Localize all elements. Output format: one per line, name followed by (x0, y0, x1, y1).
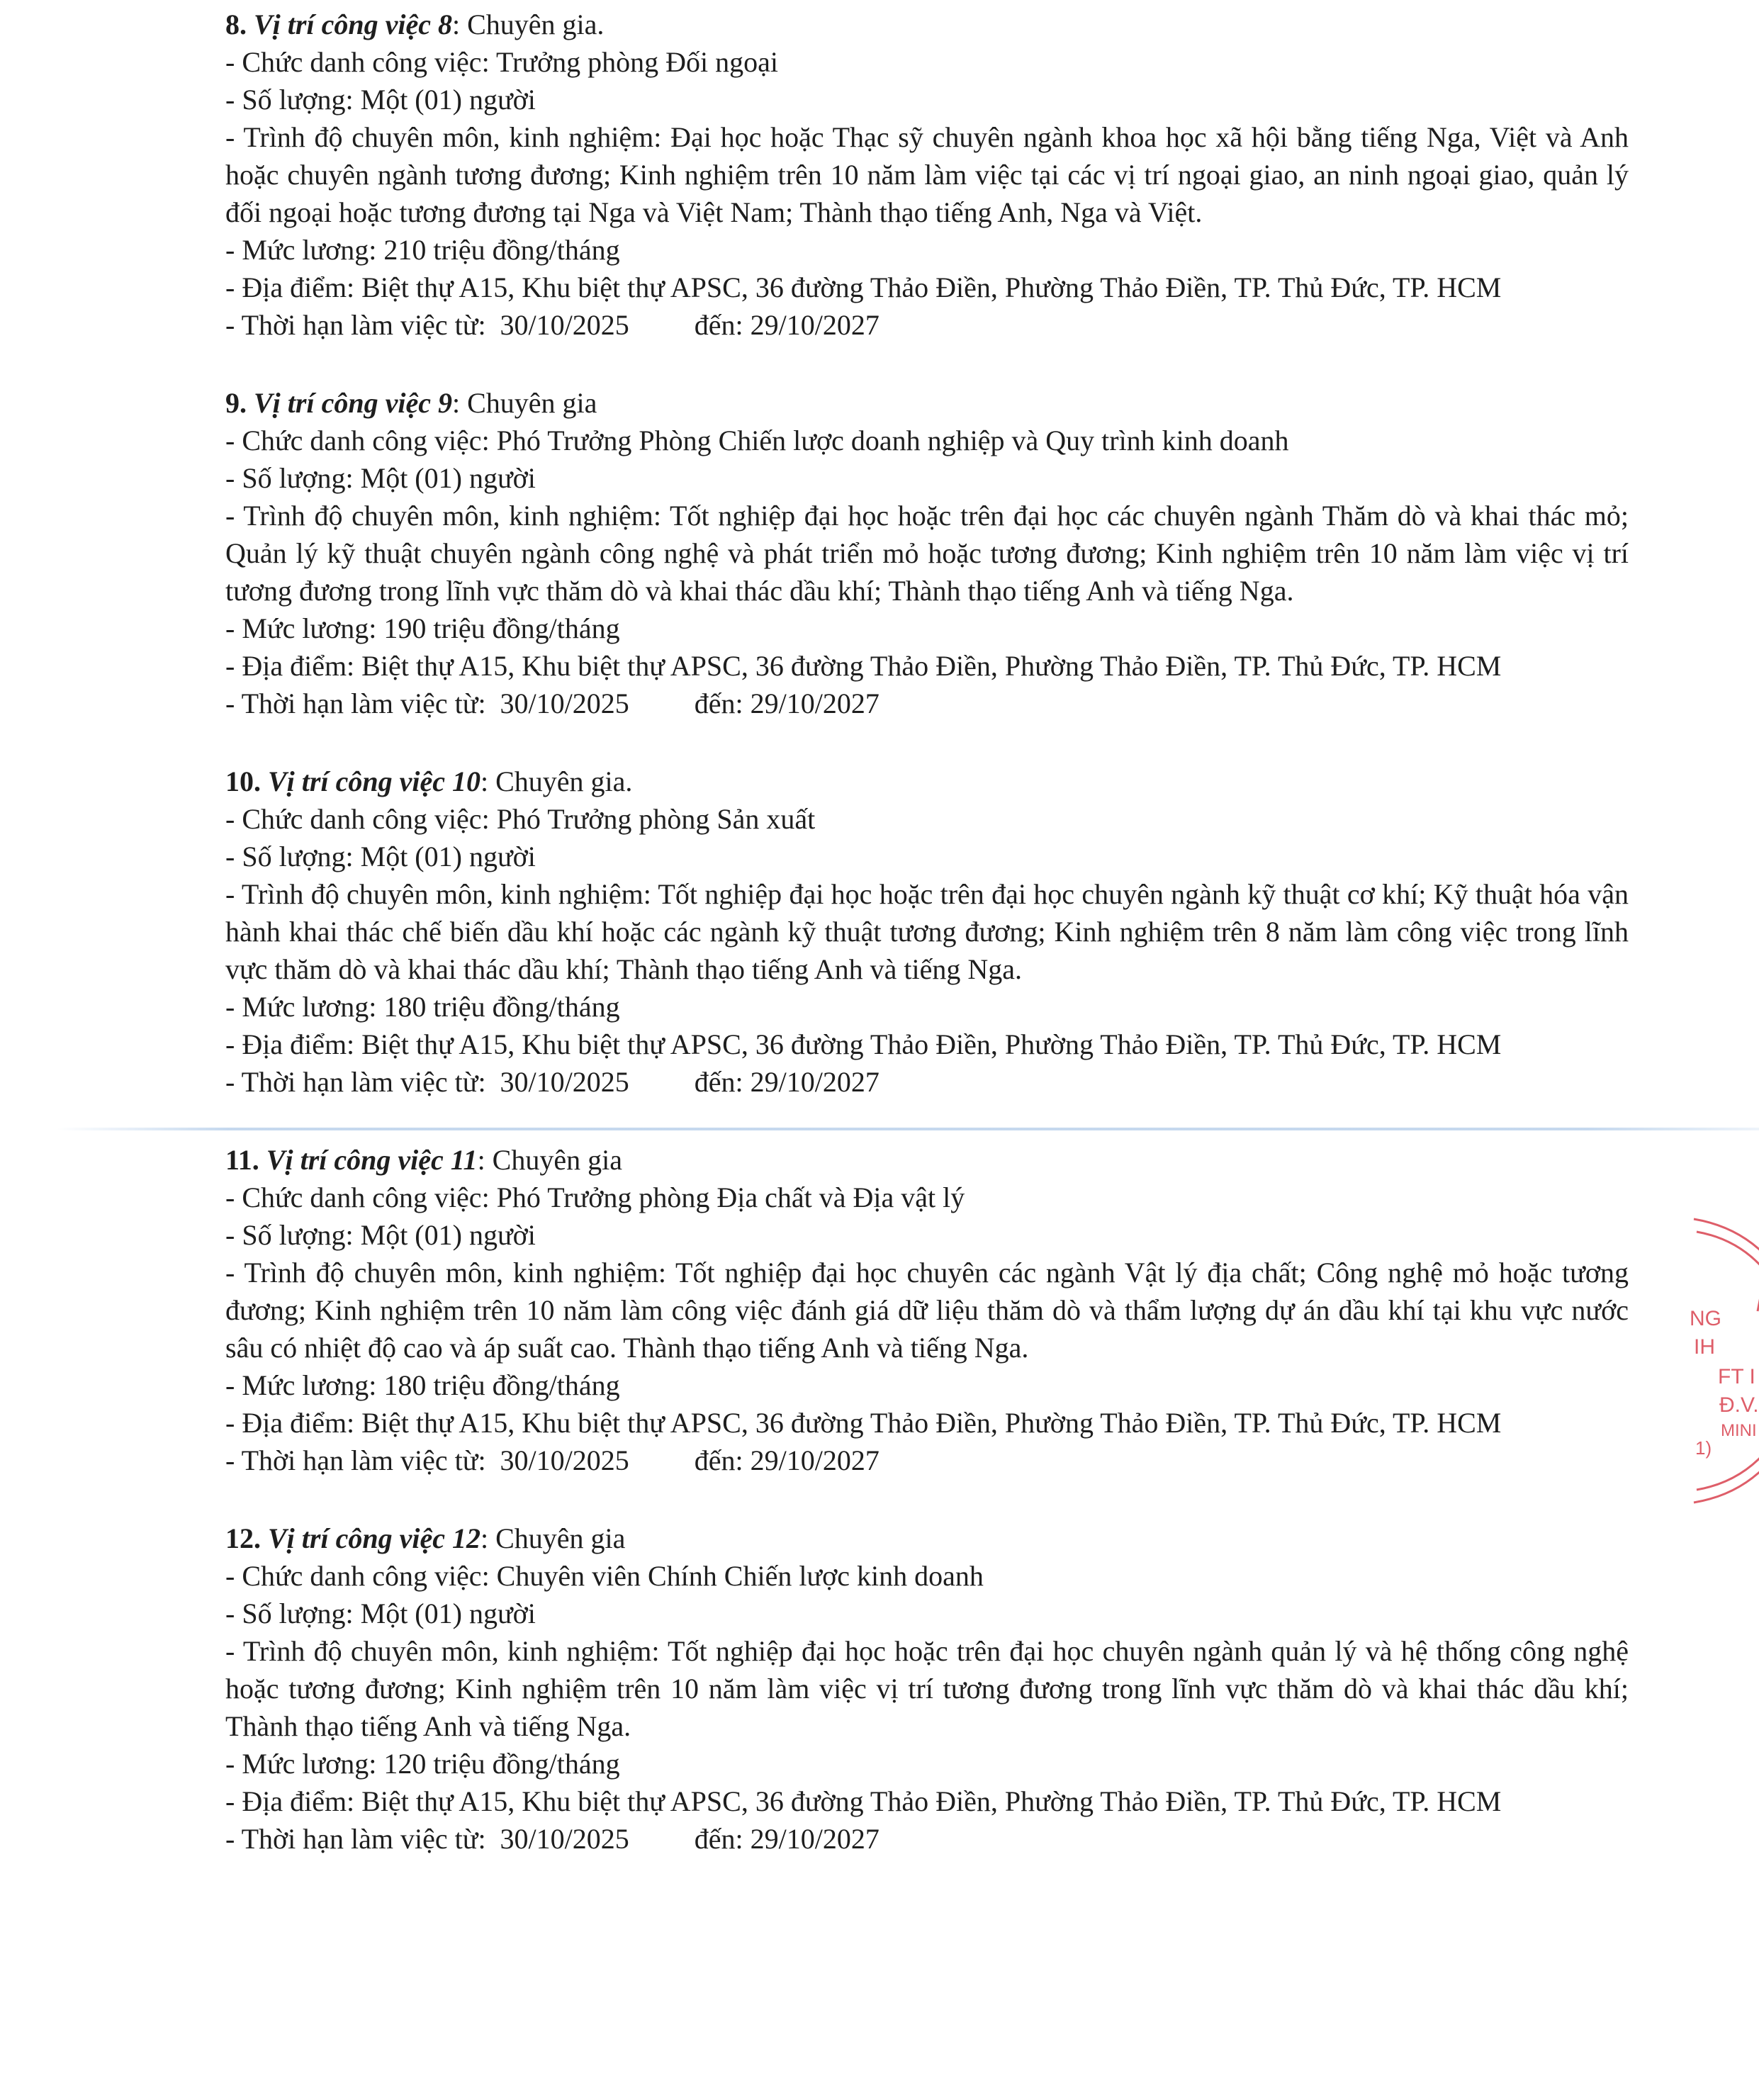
job-title: - Chức danh công việc: Phó Trưởng phòng Sản xuất (225, 803, 816, 835)
job-quantity: - Số lượng: Một (01) người (225, 841, 536, 872)
company-seal (1687, 1205, 1759, 1517)
job-term-from: - Thời hạn làm việc từ: 30/10/2025 (225, 687, 629, 719)
document-page (225, 6, 1629, 1898)
job-term-to: đến: 29/10/2027 (694, 1823, 879, 1855)
job-number: 10. (225, 765, 261, 797)
job-number: 8. (225, 9, 247, 40)
job-term-from: - Thời hạn làm việc từ: 30/10/2025 (225, 1066, 629, 1098)
job-title: - Chức danh công việc: Chuyên viên Chính Chiến lược kinh doanh (225, 1560, 984, 1592)
seal-text-2: IH (1694, 1335, 1715, 1359)
job-number: 9. (225, 387, 247, 419)
job-section-8 (225, 6, 1629, 344)
job-qualification: - Trình độ chuyên môn, kinh nghiệm: Tốt nghiệp đại học hoặc trên đại học chuyên ngành quản lý và hệ thống công nghệ hoặc tương đương; Kinh nghiệm trên 10 năm làm việc vị trí tương đương trong lĩnh vực thăm dò và khai thác dầu khí; Thành thạo tiếng Anh và tiếng Nga. (225, 1635, 1629, 1742)
job-location: - Địa điểm: Biệt thự A15, Khu biệt thự APSC, 36 đường Thảo Điền, Phường Thảo Điền, TP. Thủ Đức, TP. HCM (225, 1028, 1502, 1060)
job-salary: - Mức lương: 180 triệu đồng/tháng (225, 991, 620, 1023)
seal-ring-top-inner (1697, 1232, 1759, 1270)
job-type: : Chuyên gia (477, 1144, 622, 1176)
job-quantity: - Số lượng: Một (01) người (225, 1219, 536, 1251)
job-qualification: - Trình độ chuyên môn, kinh nghiệm: Tốt nghiệp đại học chuyên các ngành Vật lý địa chất; Công nghệ mỏ hoặc tương đương; Kinh nghiệm trên 10 năm làm công việc đánh giá dữ liệu thăm dò và thẩm lượng dự án dầu khí tại khu vực nước sâu có nhiệt độ cao và áp suất cao. Thành thạo tiếng Anh và tiếng Nga. (225, 1257, 1629, 1364)
job-type: : Chuyên gia (480, 1522, 626, 1554)
job-location: - Địa điểm: Biệt thự A15, Khu biệt thự APSC, 36 đường Thảo Điền, Phường Thảo Điền, TP. Thủ Đức, TP. HCM (225, 650, 1502, 682)
job-label: Vị trí công việc 11 (266, 1144, 478, 1176)
job-term-from: - Thời hạn làm việc từ: 30/10/2025 (225, 1823, 629, 1855)
job-salary: - Mức lương: 210 triệu đồng/tháng (225, 234, 620, 266)
job-location: - Địa điểm: Biệt thự A15, Khu biệt thự APSC, 36 đường Thảo Điền, Phường Thảo Điền, TP. Thủ Đức, TP. HCM (225, 1785, 1502, 1817)
job-heading (225, 1141, 1629, 1179)
job-label: Vị trí công việc 8 (254, 9, 452, 40)
job-salary: - Mức lương: 190 triệu đồng/tháng (225, 612, 620, 644)
job-qualification: - Trình độ chuyên môn, kinh nghiệm: Đại học hoặc Thạc sỹ chuyên ngành khoa học xã hội bằng tiếng Nga, Việt và Anh hoặc chuyên ngành tương đương; Kinh nghiệm trên 10 năm làm việc tại các vị trí ngoại giao, an ninh ngoại giao, quản lý đối ngoại hoặc tương đương tại Nga và Việt Nam; Thành thạo tiếng Anh, Nga và Việt. (225, 121, 1629, 228)
job-heading (225, 384, 1629, 422)
job-term-from: - Thời hạn làm việc từ: 30/10/2025 (225, 309, 629, 341)
job-number: 12. (225, 1522, 261, 1554)
job-quantity: - Số lượng: Một (01) người (225, 462, 536, 494)
job-number: 11. (225, 1144, 259, 1176)
job-section-9 (225, 384, 1629, 722)
job-term (225, 306, 1629, 344)
job-term-from: - Thời hạn làm việc từ: 30/10/2025 (225, 1444, 629, 1476)
job-label: Vị trí công việc 10 (268, 765, 481, 797)
seal-text-4: Đ.V. (1719, 1393, 1759, 1417)
job-section-12 (225, 1520, 1629, 1858)
job-term (225, 1820, 1629, 1858)
job-section-11 (225, 1141, 1629, 1479)
seal-ring-top (1694, 1219, 1759, 1254)
job-quantity: - Số lượng: Một (01) người (225, 84, 536, 116)
job-title: - Chức danh công việc: Phó Trưởng Phòng Chiến lược doanh nghiệp và Quy trình kinh doanh (225, 425, 1289, 456)
job-salary: - Mức lương: 180 triệu đồng/tháng (225, 1369, 620, 1401)
job-label: Vị trí công việc 9 (254, 387, 452, 419)
job-salary: - Mức lương: 120 triệu đồng/tháng (225, 1748, 620, 1780)
job-type: : Chuyên gia. (480, 765, 633, 797)
job-type: : Chuyên gia (451, 387, 597, 419)
job-type: : Chuyên gia. (451, 9, 605, 40)
job-heading (225, 6, 1629, 43)
job-location: - Địa điểm: Biệt thự A15, Khu biệt thự APSC, 36 đường Thảo Điền, Phường Thảo Điền, TP. Thủ Đức, TP. HCM (225, 271, 1502, 303)
job-section-10 (225, 763, 1629, 1101)
job-term-to: đến: 29/10/2027 (694, 687, 879, 719)
seal-text-6: 1) (1695, 1437, 1712, 1459)
seal-text-3: FT I (1718, 1365, 1755, 1388)
job-qualification: - Trình độ chuyên môn, kinh nghiệm: Tốt nghiệp đại học hoặc trên đại học chuyên ngành kỹ thuật cơ khí; Kỹ thuật hóa vận hành khai thác chế biến dầu khí hoặc các ngành kỹ thuật tương đương; Kinh nghiệm trên 8 năm làm công việc trong lĩnh vực thăm dò và khai thác dầu khí; Thành thạo tiếng Anh và tiếng Nga. (225, 878, 1629, 985)
job-title: - Chức danh công việc: Phó Trưởng phòng Địa chất và Địa vật lý (225, 1181, 965, 1213)
job-term-to: đến: 29/10/2027 (694, 309, 879, 341)
job-quantity: - Số lượng: Một (01) người (225, 1598, 536, 1629)
seal-ring-bottom (1694, 1467, 1759, 1503)
job-qualification: - Trình độ chuyên môn, kinh nghiệm: Tốt nghiệp đại học hoặc trên đại học các chuyên ngành Thăm dò và khai thác mỏ; Quản lý kỹ thuật chuyên ngành công nghệ và phát triển mỏ hoặc tương đương; Kinh nghiệm trên 10 năm làm việc vị trí tương đương trong lĩnh vực thăm dò và khai thác dầu khí; Thành thạo tiếng Anh và tiếng Nga. (225, 500, 1629, 607)
job-heading (225, 1520, 1629, 1557)
job-term (225, 1442, 1629, 1479)
job-term (225, 1063, 1629, 1101)
seal-text-1: NG (1690, 1307, 1721, 1330)
job-heading (225, 763, 1629, 800)
job-term-to: đến: 29/10/2027 (694, 1066, 879, 1098)
job-term-to: đến: 29/10/2027 (694, 1444, 879, 1476)
seal-text-5: MINI (1721, 1421, 1757, 1440)
job-term (225, 685, 1629, 722)
job-title: - Chức danh công việc: Trưởng phòng Đối ngoại (225, 46, 778, 78)
job-location: - Địa điểm: Biệt thự A15, Khu biệt thự APSC, 36 đường Thảo Điền, Phường Thảo Điền, TP. Thủ Đức, TP. HCM (225, 1407, 1502, 1439)
job-label: Vị trí công việc 12 (268, 1522, 481, 1554)
